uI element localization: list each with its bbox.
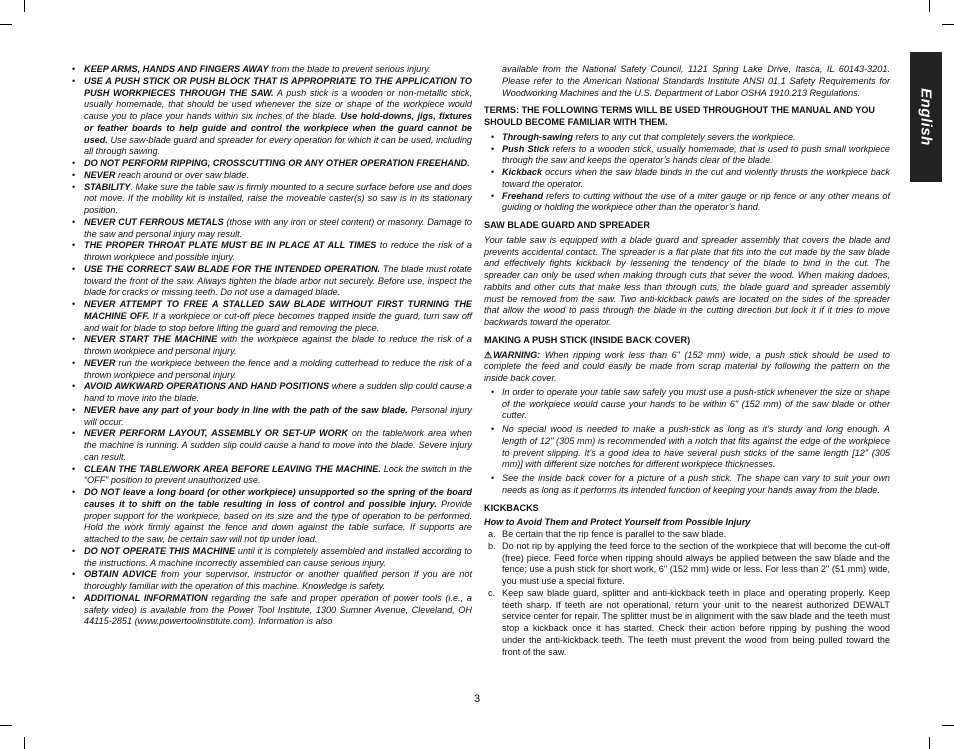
bullet-bold: DO NOT PERFORM RIPPING, CROSSCUTTING OR ANY OTHER OPERATION FREEHAND. (84, 158, 470, 168)
safety-bullet-text (84, 464, 472, 488)
bullet-rest: The blade must rotate toward the front of the saw. Always tighten the blade arbor nut securely. Before use, inspect the blade for cracks or missing teeth. Do not use a damaged blade. (84, 263, 472, 298)
bullet-rest: . Make sure the table saw is firmly mounted to a secure surface before use and does not move. If the mobility kit is installed, raise the moveable caster(s) so saw is in its stationary position. (84, 181, 472, 215)
crop-mark (24, 0, 25, 12)
bullet-bold: DO NOT leave a long board (or other workpiece) unsupported so the spring of the board causes it to shift on the table resulting in loss of control and possible injury. (84, 487, 472, 509)
bullet-bold: NEVER ATTEMPT TO FREE A STALLED SAW BLADE WITHOUT FIRST TURNING THE MACHINE OFF. (84, 299, 472, 321)
bullet-bold: OBTAIN ADVICE (84, 569, 157, 580)
safety-bullet-text (84, 569, 472, 593)
safety-bullet-text (84, 182, 472, 217)
safety-bullet (70, 405, 472, 429)
safety-bullet (70, 428, 472, 463)
bullet-rest: to reduce the risk of a thrown workpiece and possible injury. (84, 240, 472, 262)
safety-bullet-text (84, 299, 472, 334)
bullet-bold: AVOID AWKWARD OPERATIONS AND HAND POSITIONS (84, 381, 330, 392)
push-stick-list (484, 387, 890, 497)
safety-bullet-text (84, 405, 472, 429)
bullet-bold: USE A PUSH STICK OR PUSH BLOCK THAT IS APPROPRIATE TO THE APPLICATION TO PUSH WORKPIECES THROUGH THE SAW. (84, 75, 472, 98)
kickback-letter: a. (488, 529, 496, 539)
safety-bullet-text (84, 76, 472, 158)
safety-bullet (70, 158, 472, 170)
left-column (70, 64, 472, 628)
term-definition: refers to cutting without the use of a miter gauge or rip fence or any other means of guiding or holding the workpiece other than the operator’s hand. (502, 190, 890, 213)
kickbacks-list (484, 529, 890, 658)
continuation-text: available from the National Safety Council, 1121 Spring Lake Drive, Itasca, IL 60143-3201. Please refer to the American National Standards Institute ANSI 01.1 Safety Requirements for Woodworking Machines and the U.S. Department of Labor OSHA 1910.213 Regulations. (502, 64, 890, 98)
terms-heading: TERMS: THE FOLLOWING TERMS WILL BE USED THROUGHOUT THE MANUAL AND YOU SHOULD BECOME FAMILIAR WITH THEM. (484, 105, 876, 127)
safety-bullet (70, 546, 472, 570)
guard-heading: SAW BLADE GUARD AND SPREADER (484, 220, 650, 230)
safety-bullet-text (84, 334, 472, 358)
crop-mark (929, 737, 930, 749)
safety-bullet-text (84, 358, 472, 382)
term-item (484, 167, 890, 191)
safety-bullet (70, 464, 472, 488)
push-stick-heading: MAKING A PUSH STICK (INSIDE BACK COVER) (484, 334, 691, 345)
kickback-text: Keep saw blade guard, splitter and anti-kickback teeth in place and operating properly. Keep teeth sharp. If teeth are not operational, return your unit to the nearest authorized DEWALT service center for repair. The splitter must be in alignment with the saw blade and the teeth must stop a kickback once it has started. Check their action before ripping by pushing the wood under the anti-kickback teeth. The teeth must prevent the wood from being pulled toward the front of the saw. (502, 587, 890, 657)
warning-paragraph (484, 350, 890, 385)
term-name: Freehand (502, 190, 544, 201)
safety-bullet-text (84, 546, 472, 570)
safety-bullet-text (84, 240, 472, 264)
bullet-rest: Provide proper support for the workpiece, based on its size and the type of operation to be performed. Hold the work firmly against the fence and down against the table surface. If supports are attached to the saw, be certain saw will not tip under load. (84, 498, 472, 544)
bullet-bold: USE THE CORRECT SAW BLADE FOR THE INTENDED OPERATION. (84, 263, 381, 274)
term-definition: refers to any cut that completely severs the workpiece. (572, 131, 796, 142)
safety-bullet (70, 240, 472, 264)
bullet-rest: from your supervisor, instructor or another qualified person if you are not thoroughly familiar with the operation of this machine. Knowledge is safety. (84, 569, 472, 591)
warning-label: WARNING: (493, 349, 541, 360)
safety-bullet-text (84, 428, 472, 463)
kickbacks-subheading: How to Avoid Them and Protect Yourself from Possible Injury (484, 517, 751, 528)
term-definition: occurs when the saw blade binds in the cut and violently thrusts the workpiece back toward the operator. (502, 167, 890, 189)
bullet-rest: on the table/work area when the machine is running. A sudden slip could cause a hand to move into the blade. Severe injury can result. (84, 428, 472, 462)
safety-bullet (70, 64, 472, 76)
language-tab (910, 52, 942, 182)
bullet-rest: reach around or over saw blade. (115, 169, 249, 180)
safety-bullet (70, 299, 472, 334)
bullet-rest: from the blade to prevent serious injury. (268, 64, 431, 74)
language-tab-label: English (917, 88, 935, 146)
bullet-rest: with the workpiece against the blade to reduce the risk of a thrown workpiece and personal injury. (84, 334, 472, 356)
term-item (484, 132, 890, 144)
kickback-item (484, 541, 890, 588)
term-name: Push Stick (502, 143, 550, 154)
safety-bullet (70, 381, 472, 405)
push-stick-item: • See the inside back cover for a picture of a push stick. The shape can vary to suit your own needs as long as it performs its intended function of keeping your hands away from the blade. (484, 473, 890, 497)
safety-bullet-text (84, 64, 472, 76)
bullet-rest: A push stick is a wooden or non-metallic stick, usually homemade, that should be used whenever the size or shape of the workpiece would cause you to place your hands within six inches of the blade. (84, 87, 473, 121)
bullet-rest: regarding the safe and proper operation of power tools (i.e., a safety video) is available from the Power Tool Institute, 1300 Sumner Avenue, Cleveland, OH 44115-2851 (www.powertoolinstitute.com). Information is also (84, 592, 472, 627)
crop-mark (929, 0, 930, 12)
bullet-rest: where a sudden slip could cause a hand to move into the blade. (84, 381, 472, 403)
term-definition: refers to a wooden stick, usually homemade, that is used to push small workpiece through the saw and keeps the operator’s hands clear of the blade. (502, 143, 890, 166)
kickbacks-heading: KICKBACKS (484, 502, 539, 513)
push-stick-item: • In order to operate your table saw safely you must use a push-stick whenever the size or shape of the workpiece would cause your hands to be within 6" (152 mm) of the saw blade or other cutter. (484, 387, 890, 422)
bullet-bold: NEVER (84, 169, 116, 180)
crop-mark (24, 737, 25, 749)
crop-mark (0, 24, 12, 25)
safety-bullet (70, 334, 472, 358)
bullet-bold: NEVER CUT FERROUS METALS (84, 216, 224, 227)
bullet-bold: DO NOT OPERATE THIS MACHINE (84, 545, 236, 556)
kickback-letter: c. (488, 587, 496, 598)
term-item (484, 191, 890, 215)
kickback-text: Do not rip by applying the feed force to the section of the workpiece that will become the cut-off (free) piece. Feed force when ripping should always be applied between the saw blade and the fence; use a push stick for short work, 6" (152 mm) wide or less. For less than 2" (51 mm) wide, you must use a special fixture. (502, 540, 890, 586)
bullet-bold: NEVER (84, 357, 116, 368)
term-item (484, 144, 890, 168)
safety-bullet-text (84, 264, 472, 299)
safety-bullet (70, 264, 472, 299)
bullet-rest: (those with any iron or steel content) or masonry. Damage to the saw and personal injury may result. (84, 216, 472, 239)
safety-bullet (70, 593, 472, 628)
safety-bullet (70, 569, 472, 593)
kickback-item (484, 588, 890, 659)
bullet-rest: Personal injury will occur. (84, 404, 472, 427)
bullet-rest: If a workpiece or cut-off piece becomes trapped inside the guard, turn saw off and wait for blade to stop before lifting the guard and removing the piece. (84, 310, 472, 333)
terms-list (484, 132, 890, 214)
bullet-bold: Use hold-downs, jigs, fixtures or feather boards to help guide and control the workpiece when the guard cannot be used. (84, 111, 472, 145)
safety-bullet (70, 76, 472, 158)
push-stick-item: • No special wood is needed to make a push-stick as long as it’s sturdy and long enough. A length of 12" (305 mm) is recommended with a notch that fits against the edge of the workpiece to prevent slipping. It’s a good idea to have several push sticks of the same length [12" (305 mm)] with different size notches for different workpiece thicknesses. (484, 424, 890, 471)
bullet-rest: Lock the switch in the “OFF” position to prevent unauthorized use. (84, 463, 472, 486)
bullet-bold: ADDITIONAL INFORMATION (84, 592, 208, 603)
warning-icon: ⚠ (484, 349, 493, 360)
safety-bullet (70, 487, 472, 546)
safety-bullet (70, 170, 472, 182)
bullet-bold: CLEAN THE TABLE/WORK AREA BEFORE LEAVING THE MACHINE. (84, 463, 381, 474)
page-number: 3 (473, 693, 481, 705)
bullet-bold: STABILITY (84, 181, 131, 192)
crop-mark (942, 24, 954, 25)
bullet-rest: Use saw-blade guard and spreader for every operation for which it can be used, including all through sawing. (84, 134, 472, 157)
kickback-item (484, 529, 890, 541)
safety-bullet (70, 182, 472, 217)
term-name: Kickback (502, 167, 543, 177)
safety-bullet (70, 217, 472, 241)
warning-text: When ripping work less than 6" (152 mm) wide, a push stick should be used to complete the feed and could easily be made from scrap material by following the pattern on the inside back cover. (484, 349, 890, 383)
bullet-bold: KEEP ARMS, HANDS AND FINGERS AWAY (84, 64, 269, 74)
safety-bullet-text (84, 158, 472, 170)
bullet-bold: NEVER START THE MACHINE (84, 334, 218, 345)
bullet-bold: NEVER have any part of your body in line with the path of the saw blade. (84, 404, 408, 415)
kickback-text: Be certain that the rip fence is parallel to the saw blade. (502, 529, 727, 539)
safety-bullet-text (84, 170, 472, 182)
guard-paragraph: Your table saw is equipped with a blade guard and spreader assembly that covers the blade and prevents accidental contact. The spreader is a flat plate that fits into the cut made by the saw blade and effectively fights kickback by lessening the tendency of the blade to bind in the cut. The spreader can only be used when making through cuts that sever the wood. When making dadoes, rabbits and other cuts that make less than through cuts, the blade guard and spreader assembly must be removed from the saw. Two anti-kickback pawls are located on the sides of the spreader that allow the wood to pass through the blade in the cutting direction but lock it if it tries to move backwards toward the operator. (484, 234, 890, 327)
safety-bullet-text (84, 487, 472, 546)
bullet-rest: until it is completely assembled and installed according to the instructions. A machine incorrectly assembled can cause serious injury. (84, 545, 473, 568)
crop-mark (942, 725, 954, 726)
right-column (484, 64, 890, 658)
term-name: Through-sawing (502, 131, 573, 142)
safety-bullet-text (84, 217, 472, 241)
bullet-rest: run the workpiece between the fence and a molding cutterhead to reduce the risk of a thrown workpiece and personal injury. (84, 357, 472, 380)
safety-bullet-text (84, 381, 472, 405)
bullet-bold: NEVER PERFORM LAYOUT, ASSEMBLY OR SET-UP WORK (84, 428, 348, 439)
bullet-bold: THE PROPER THROAT PLATE MUST BE IN PLACE AT ALL TIMES (84, 240, 377, 251)
safety-bullet-text (84, 593, 472, 628)
safety-bullet (70, 358, 472, 382)
crop-mark (0, 725, 12, 726)
kickback-letter: b. (488, 540, 496, 551)
